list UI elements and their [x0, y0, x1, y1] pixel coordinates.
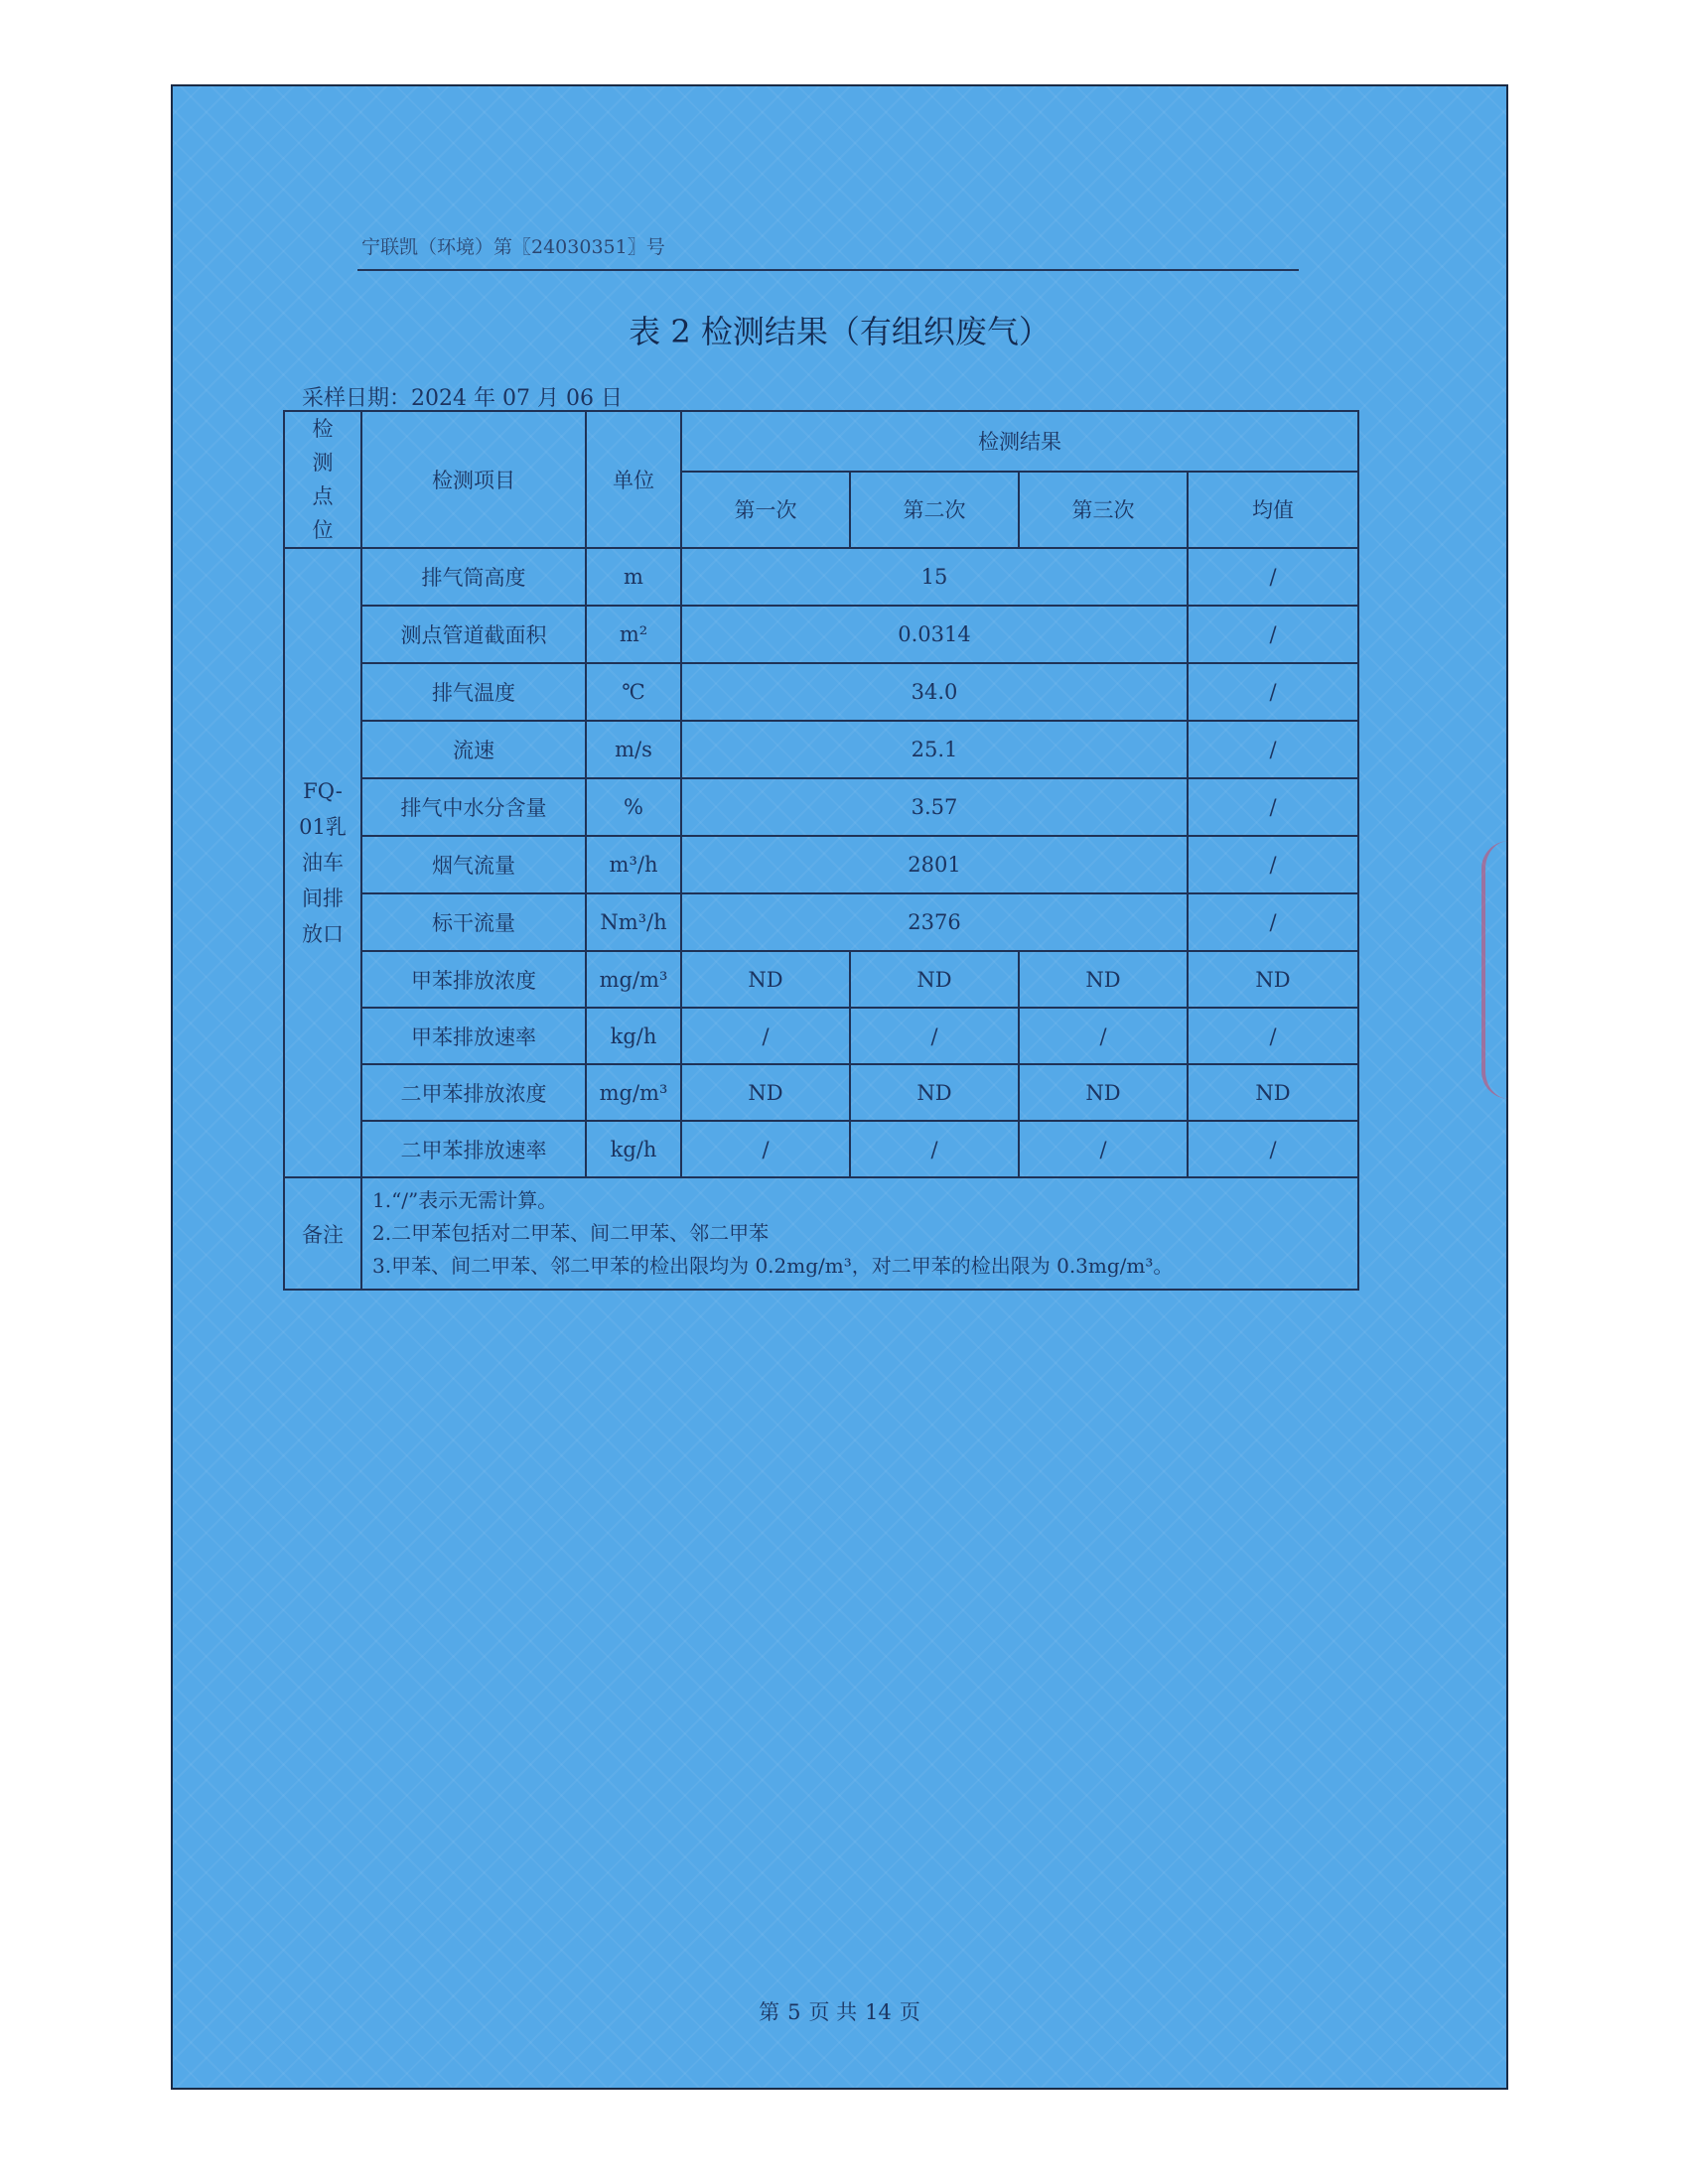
- page-footer: [173, 1996, 1506, 2026]
- stamp-seal-fragment: [1481, 841, 1509, 1099]
- row-third: /: [1019, 1008, 1188, 1064]
- row-item: 排气温度: [361, 663, 586, 721]
- header-results-group: 检测结果: [681, 411, 1358, 472]
- table-row: [284, 606, 1358, 663]
- table-row: [284, 1121, 1358, 1177]
- row-unit: Nm³/h: [586, 893, 681, 951]
- row-average: /: [1188, 721, 1358, 778]
- table-row: [284, 1064, 1358, 1121]
- page-mid: 页 共: [808, 2000, 858, 2024]
- row-unit: m³/h: [586, 836, 681, 893]
- row-second: ND: [850, 951, 1019, 1008]
- page-total: 14: [865, 2000, 892, 2024]
- note-line-3: 3.甲苯、间二甲苯、邻二甲苯的检出限均为 0.2mg/m³，对二甲苯的检出限为 0.3mg/m³。: [372, 1254, 1174, 1278]
- header-first: 第一次: [681, 472, 850, 548]
- row-item: 流速: [361, 721, 586, 778]
- row-first: ND: [681, 1064, 850, 1121]
- row-item: 标干流量: [361, 893, 586, 951]
- row-average: /: [1188, 1008, 1358, 1064]
- row-item: 烟气流量: [361, 836, 586, 893]
- row-second: /: [850, 1121, 1019, 1177]
- table-row: [284, 663, 1358, 721]
- row-item: 二甲苯排放浓度: [361, 1064, 586, 1121]
- row-average: ND: [1188, 1064, 1358, 1121]
- station-cell: FQ-01乳油车间排放口: [284, 548, 361, 1177]
- row-average: /: [1188, 548, 1358, 606]
- note-line-2: 2.二甲苯包括对二甲苯、间二甲苯、邻二甲苯: [372, 1221, 770, 1245]
- header-second: 第二次: [850, 472, 1019, 548]
- row-unit: ℃: [586, 663, 681, 721]
- header-average: 均值: [1188, 472, 1358, 548]
- page-suffix: 页: [899, 2000, 920, 2024]
- row-second: /: [850, 1008, 1019, 1064]
- page-prefix: 第: [759, 2000, 780, 2024]
- row-value: 0.0314: [681, 606, 1188, 663]
- row-average: /: [1188, 778, 1358, 836]
- row-first: /: [681, 1008, 850, 1064]
- row-value: 3.57: [681, 778, 1188, 836]
- row-average: /: [1188, 893, 1358, 951]
- row-unit: %: [586, 778, 681, 836]
- row-unit: kg/h: [586, 1121, 681, 1177]
- row-item: 二甲苯排放速率: [361, 1121, 586, 1177]
- sampling-date: 采样日期：2024 年 07 月 06 日: [302, 386, 623, 411]
- table-title: 表 2 检测结果（有组织废气）: [629, 313, 1051, 350]
- notes-cell: [361, 1177, 1358, 1290]
- row-average: ND: [1188, 951, 1358, 1008]
- report-reference-number: 宁联凯（环境）第〖24030351〗号: [361, 236, 665, 258]
- row-unit: mg/m³: [586, 1064, 681, 1121]
- row-average: /: [1188, 606, 1358, 663]
- table-row: [284, 778, 1358, 836]
- table-row: [284, 893, 1358, 951]
- row-value: 34.0: [681, 663, 1188, 721]
- table-row: [284, 548, 1358, 606]
- row-value: 2801: [681, 836, 1188, 893]
- row-item: 排气中水分含量: [361, 778, 586, 836]
- row-unit: m: [586, 548, 681, 606]
- header-divider: [357, 269, 1299, 271]
- row-third: ND: [1019, 1064, 1188, 1121]
- row-item: 测点管道截面积: [361, 606, 586, 663]
- notes-row: [284, 1177, 1358, 1290]
- note-line-1: 1.“/”表示无需计算。: [372, 1188, 558, 1212]
- row-average: /: [1188, 663, 1358, 721]
- row-value: 15: [681, 548, 1188, 606]
- row-average: /: [1188, 1121, 1358, 1177]
- row-item: 排气筒高度: [361, 548, 586, 606]
- row-first: ND: [681, 951, 850, 1008]
- row-unit: mg/m³: [586, 951, 681, 1008]
- table-row: [284, 721, 1358, 778]
- row-value: 25.1: [681, 721, 1188, 778]
- row-second: ND: [850, 1064, 1019, 1121]
- row-value: 2376: [681, 893, 1188, 951]
- row-unit: m²: [586, 606, 681, 663]
- table-row: [284, 1008, 1358, 1064]
- row-item: 甲苯排放浓度: [361, 951, 586, 1008]
- page-number: 5: [787, 2000, 801, 2024]
- header-unit: 单位: [586, 411, 681, 548]
- table-row: [284, 951, 1358, 1008]
- row-third: ND: [1019, 951, 1188, 1008]
- notes-label: 备注: [284, 1177, 361, 1290]
- report-page: [173, 86, 1506, 2088]
- row-unit: kg/h: [586, 1008, 681, 1064]
- header-third: 第三次: [1019, 472, 1188, 548]
- results-table: [283, 410, 1359, 1291]
- header-row-1: [284, 411, 1358, 472]
- header-item: 检测项目: [361, 411, 586, 548]
- row-item: 甲苯排放速率: [361, 1008, 586, 1064]
- header-station: 检测点位: [284, 411, 361, 548]
- row-third: /: [1019, 1121, 1188, 1177]
- row-unit: m/s: [586, 721, 681, 778]
- row-first: /: [681, 1121, 850, 1177]
- row-average: /: [1188, 836, 1358, 893]
- table-row: [284, 836, 1358, 893]
